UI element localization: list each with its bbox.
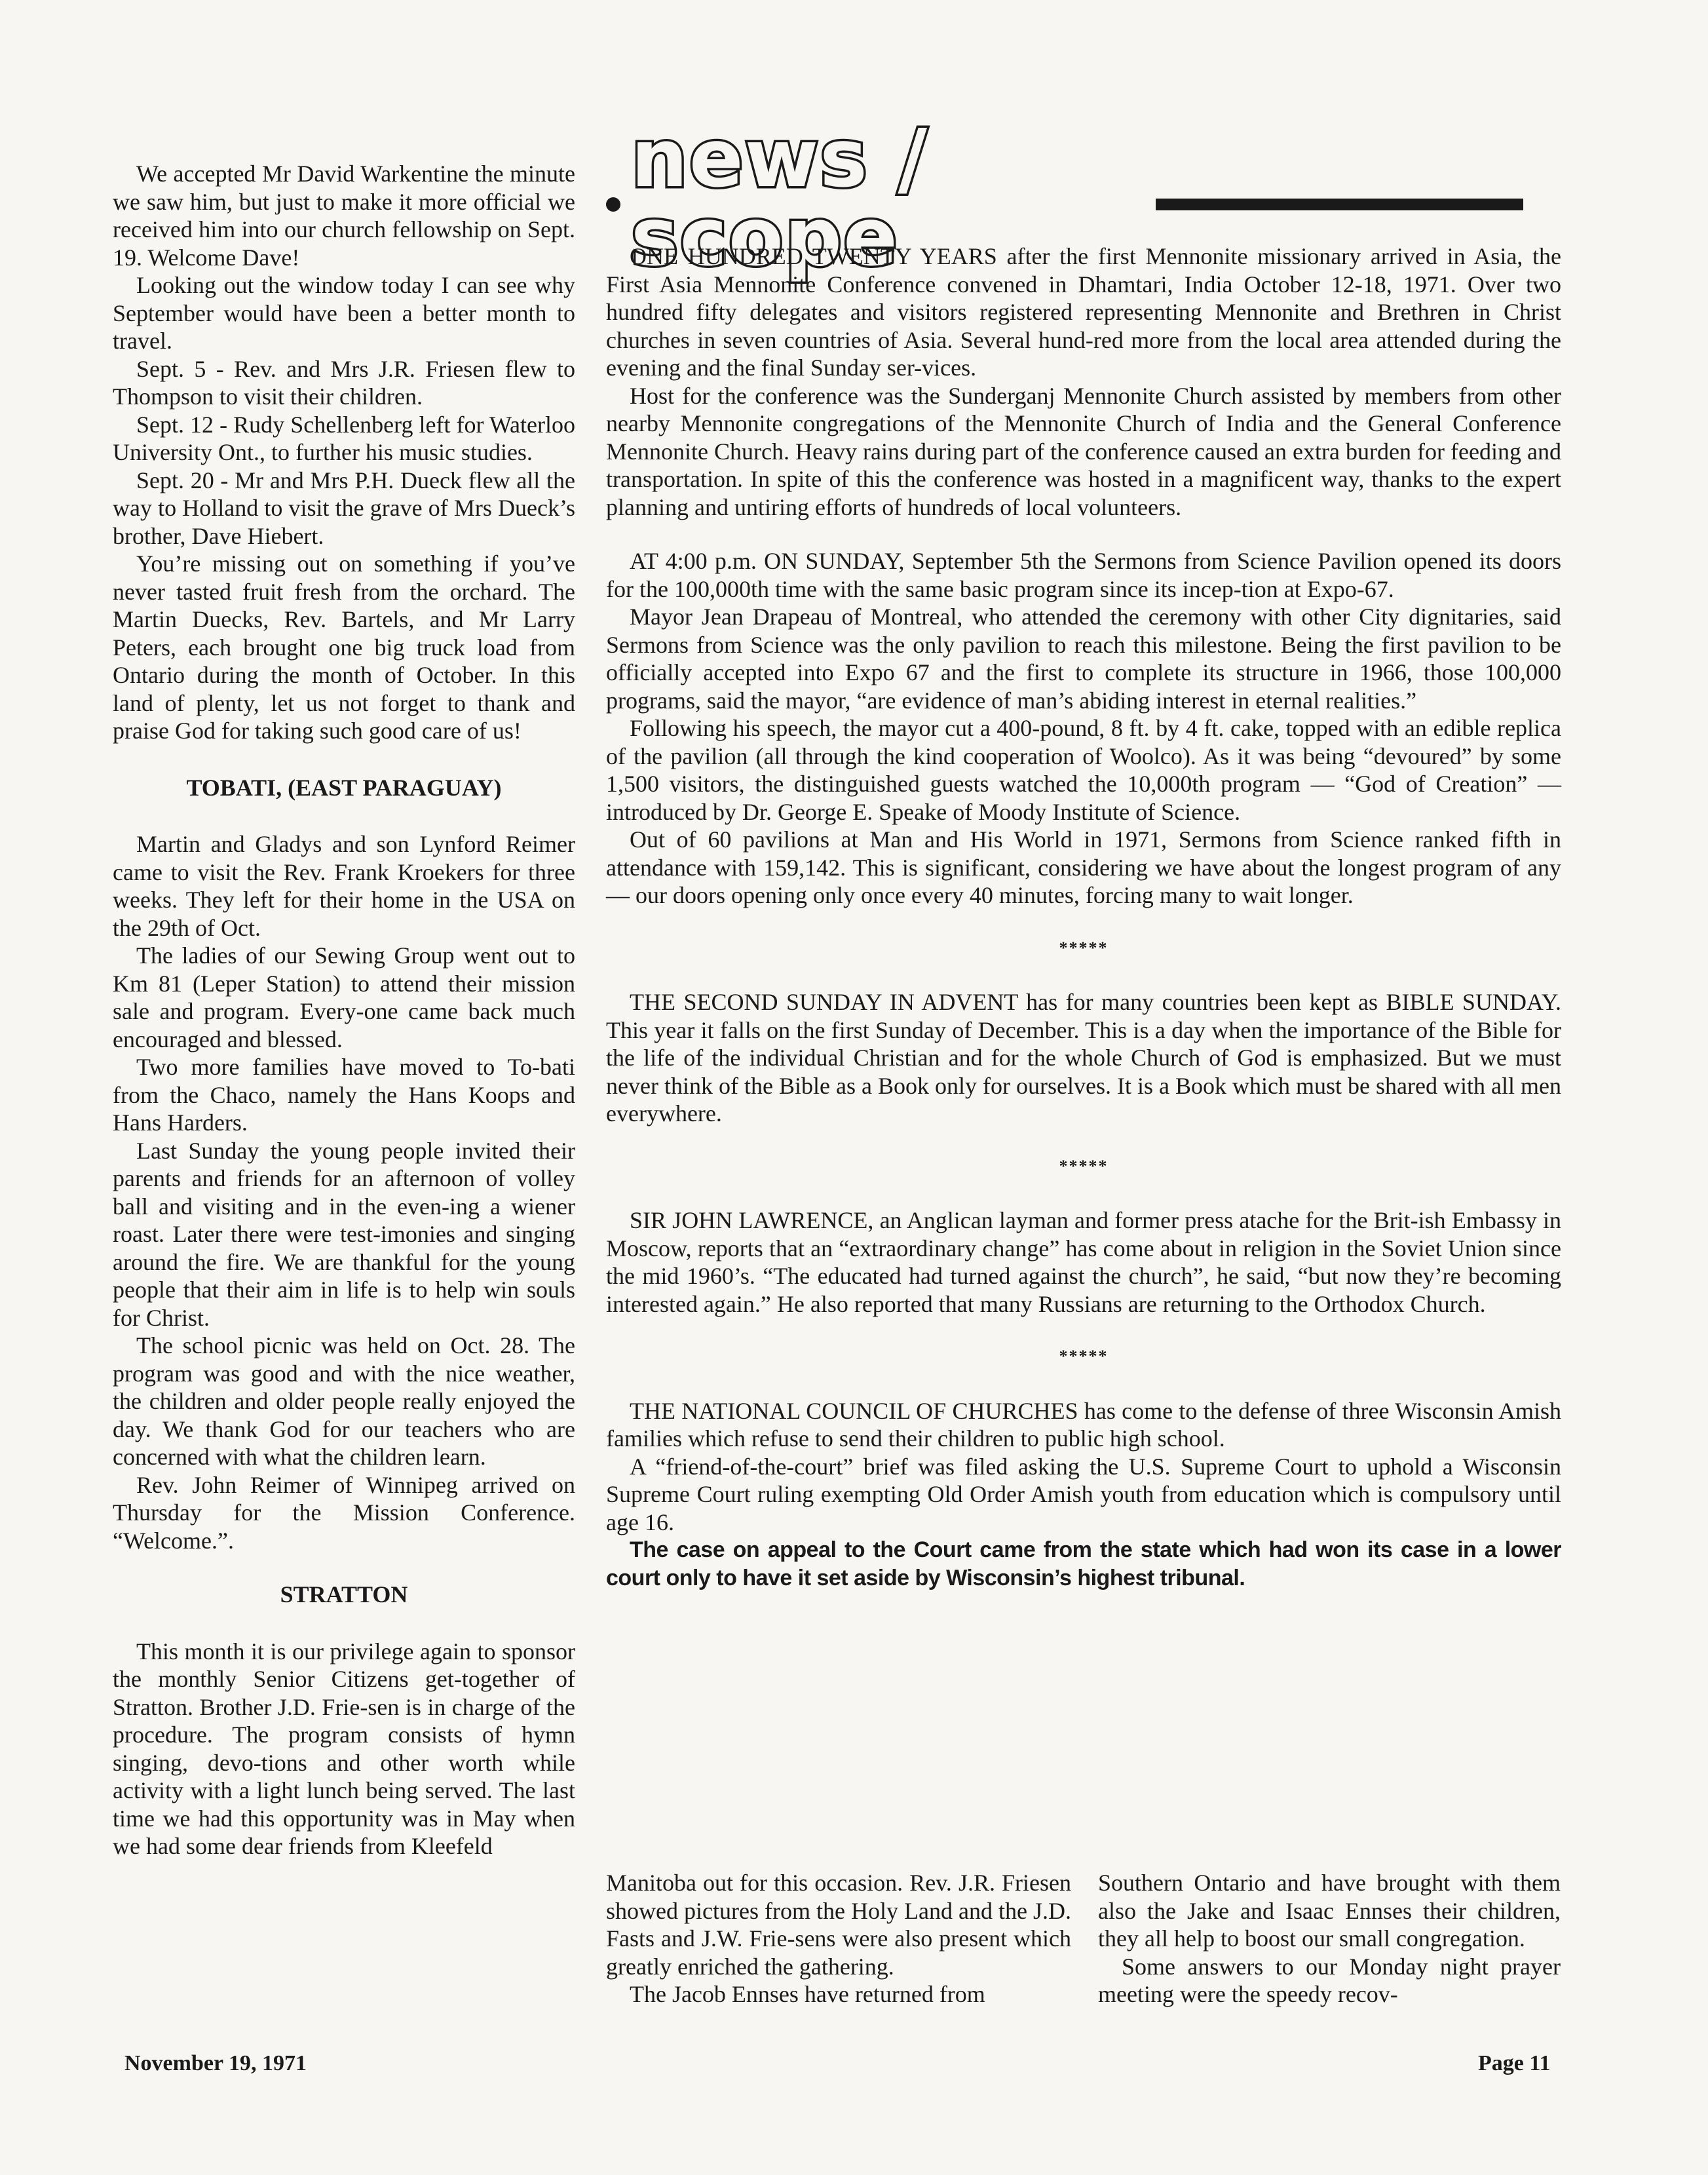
news-paragraph: THE SECOND SUNDAY IN ADVENT has for many countries been kept as BIBLE SUNDAY. This year it falls on the first Sunday of December. This is a day when the importance of the Bible for the life of the individual Christian and for the whole Church of God is emphasized. But we must never think of the Bible as a Book only for ourselves. It is a Book which must be shared with all men everywhere. <box>606 989 1561 1126</box>
news-paragraph: Out of 60 pavilions at Man and His World in 1971, Sermons from Science ranked fifth in attendance with 159,142. This is significant, considering we have about the longest program of any — our doors opening only once every 40 minutes, forcing many to wait longer. <box>606 826 1561 908</box>
page-number: Page 11 <box>1478 2051 1551 2075</box>
news-paragraph: A “friend-of-the-court” brief was filed asking the U.S. Supreme Court to uphold a Wisconsin Supreme Court ruling exempting Old Order Amish youth from education which is compulsory until age 16. <box>606 1453 1561 1535</box>
left-column <box>113 160 575 1860</box>
news-paragraph: Mayor Jean Drapeau of Montreal, who attended the ceremony with other City dignitaries, said Sermons from Science was the only pavilion to reach this milestone. Being the first pavilion to be officially accepted into Expo 67 and the first to complete its structure in 1966, those 100,000 programs, said the mayor, “are evidence of man’s abiding interest in eternal realities.” <box>606 604 1561 714</box>
paragraph: You’re missing out on something if you’ve never tasted fruit fresh from the orchard. The Martin Duecks, Rev. Bartels, and Mr Larry Peters, each brought one big truck load from Ontario during the month of October. In this land of plenty, let us not forget to thank and praise God for taking such good care of us! <box>113 550 575 744</box>
news-column <box>606 242 1561 1592</box>
lower-column-a <box>606 1869 1071 2009</box>
bullet-icon <box>606 197 620 212</box>
paragraph: Some answers to our Monday night prayer meeting were the speedy recov- <box>1098 1953 1561 2007</box>
section-heading-stratton: STRATTON <box>280 1581 408 1607</box>
section-heading-tobati: TOBATI, (EAST PARAGUAY) <box>186 774 502 801</box>
paragraph: Sept. 20 - Mr and Mrs P.H. Dueck flew all the way to Holland to visit the grave of Mrs Dueck’s brother, Dave Hiebert. <box>113 467 575 549</box>
masthead-rule <box>1156 199 1523 210</box>
paragraph: Looking out the window today I can see why September would have been a better month to travel. <box>113 272 575 354</box>
paragraph: Two more families have moved to To-bati from the Chaco, namely the Hans Koops and Hans Harders. <box>113 1054 575 1136</box>
news-paragraph: Following his speech, the mayor cut a 400-pound, 8 ft. by 4 ft. cake, topped with an edible replica of the pavilion (all through the kind cooperation of Woolco). As it was being “devoured” by some 1,500 visitors, the distinguished guests watched the 10,000th program — “God of Creation” — introduced by Dr. George E. Speake of Moody Institute of Science. <box>606 715 1561 825</box>
masthead <box>606 112 1523 284</box>
paragraph: This month it is our privilege again to sponsor the monthly Senior Citizens get-together of Stratton. Brother J.D. Frie-sen is in charge of the procedure. The program consists of hymn singing, devo-tions and other worth while activity with a light lunch being served. The last time we had this opportunity was in May when we had some dear friends from Kleefeld <box>113 1638 575 1859</box>
paragraph: Rev. John Reimer of Winnipeg arrived on Thursday for the Mission Conference. “Welcome.”. <box>113 1471 575 1554</box>
paragraph: The ladies of our Sewing Group went out to Km 81 (Leper Station) to attend their mission sale and program. Every-one came back much encouraged and blessed. <box>113 942 575 1052</box>
paragraph: Last Sunday the young people invited their parents and friends for an afternoon of volley ball and visiting and in the even-ing a wiener roast. Later there were test-imonies and singing around the fire. We are thankful for the young people that their aim in life is to help win souls for Christ. <box>113 1137 575 1331</box>
masthead-title: news / scope <box>631 112 928 284</box>
footer-date: November 19, 1971 <box>124 2051 307 2075</box>
news-paragraph: ONE HUNDRED TWENTY YEARS after the first Mennonite missionary arrived in Asia, the First Asia Mennonite Conference convened in Dhamtari, India October 12-18, 1971. Over two hundred fifty delegates and visitors registered representing Mennonite and Brethren in Christ churches in seven countries of Asia. Several hund-red more from the local area attended during the evening and the final Sunday ser-vices. <box>606 243 1561 381</box>
news-paragraph: THE NATIONAL COUNCIL OF CHURCHES has come to the defense of three Wisconsin Amish families which refuse to send their children to public high school. <box>606 1397 1561 1452</box>
separator: ***** <box>1059 1156 1109 1176</box>
separator: ***** <box>1059 1347 1109 1366</box>
paragraph: Southern Ontario and have brought with them also the Jake and Isaac Ennses their children, they all help to boost our small congregation. <box>1098 1870 1561 1952</box>
paragraph: Manitoba out for this occasion. Rev. J.R. Friesen showed pictures from the Holy Land and the J.D. Fasts and J.W. Frie-sens were also present which greatly enriched the gathering. <box>606 1870 1071 1980</box>
news-paragraph: AT 4:00 p.m. ON SUNDAY, September 5th the Sermons from Science Pavilion opened its doors for the 100,000th time with the same basic program since its incep-tion at Expo-67. <box>606 548 1561 602</box>
news-paragraph-bold: The case on appeal to the Court came from the state which had won its case in a lower court only to have it set aside by Wisconsin’s highest tribunal. <box>606 1537 1561 1590</box>
lower-column-b <box>1098 1869 1561 2009</box>
separator: ***** <box>1059 938 1109 957</box>
paragraph: The Jacob Ennses have returned from <box>630 1981 985 2007</box>
news-paragraph: SIR JOHN LAWRENCE, an Anglican layman and former press atache for the Brit-ish Embassy in Moscow, reports that an “extraordinary change” has come about in religion in the Soviet Union since the mid 1960’s. “The educated had turned against the church”, he said, “but now they’re becoming interested again.” He also reported that many Russians are returning to the Orthodox Church. <box>606 1207 1561 1317</box>
news-paragraph: Host for the conference was the Sunderganj Mennonite Church assisted by members from other nearby Mennonite congregations of the Mennonite Church of India and the General Conference Mennonite Church. Heavy rains during part of the conference caused an extra burden for feeding and transportation. In spite of this the conference was hosted in a magnificent way, thanks to the expert planning and untiring efforts of hundreds of local volunteers. <box>606 382 1561 520</box>
paragraph: Sept. 12 - Rudy Schellenberg left for Waterloo University Ont., to further his music studies. <box>113 411 575 465</box>
paragraph: The school picnic was held on Oct. 28. The program was good and with the nice weather, the children and older people really enjoyed the day. We thank God for our teachers who are concerned with what the children learn. <box>113 1332 575 1470</box>
paragraph: Sept. 5 - Rev. and Mrs J.R. Friesen flew to Thompson to visit their children. <box>113 355 575 410</box>
paragraph: We accepted Mr David Warkentine the minute we saw him, but just to make it more official we received him into our church fellowship on Sept. 19. Welcome Dave! <box>113 161 575 271</box>
paragraph: Martin and Gladys and son Lynford Reimer came to visit the Rev. Frank Kroekers for three weeks. They left for their home in the USA on the 29th of Oct. <box>113 831 575 941</box>
